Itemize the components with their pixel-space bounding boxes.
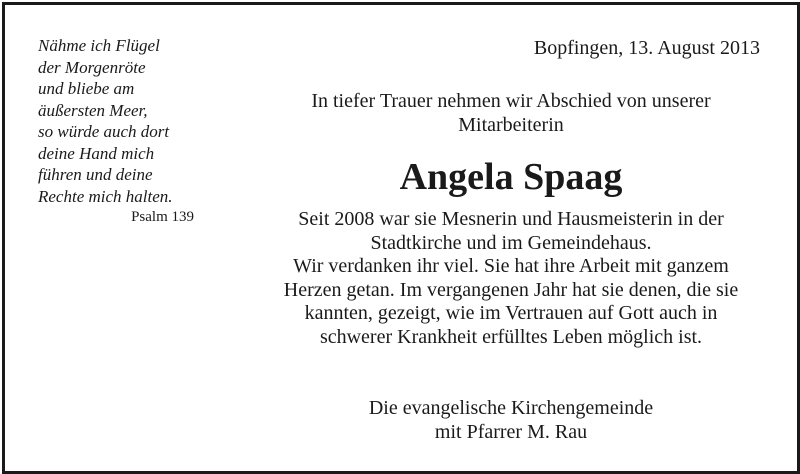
signature-line: Die evangelische Kirchengemeinde [368, 397, 654, 419]
tribute-line: Wir verdanken ihr viel. Sie hat ihre Arbeit mit ganzem [293, 255, 729, 278]
verse-line: der Morgenröte [38, 57, 146, 77]
tribute-line: kannten, gezeigt, wie im Vertrauen auf Gott auch in [304, 302, 718, 325]
tribute-line: Seit 2008 war sie Mesnerin und Hausmeisterin in der [298, 208, 724, 230]
tribute-text [235, 208, 787, 350]
tribute-line: Herzen getan. Im vergangenen Jahr hat sie denen, die sie [283, 278, 739, 301]
verse-reference: Psalm 139 [131, 209, 194, 225]
intro-line: Mitarbeiterin [458, 114, 564, 136]
psalm-verse [38, 35, 198, 228]
intro-text [235, 89, 787, 137]
tribute-line: Stadtkirche und im Gemeindehaus. [370, 231, 652, 254]
deceased-name: Angela Spaag [399, 156, 623, 198]
place-date-line: Bopfingen, 13. August 2013 [533, 37, 760, 59]
tribute-line: schwerer Krankheit erfülltes Leben möglich ist. [319, 325, 703, 348]
verse-line: so würde auch dort [38, 122, 170, 141]
signature-block [235, 396, 787, 444]
verse-line: führen und deine [38, 165, 153, 184]
verse-line: deine Hand mich [38, 143, 155, 163]
obituary-notice [2, 2, 800, 474]
signature-line: mit Pfarrer M. Rau [434, 421, 588, 443]
intro-line: In tiefer Trauer nehmen wir Abschied von unserer [311, 90, 711, 112]
verse-line: Nähme ich Flügel [38, 36, 160, 55]
verse-line: und bliebe am [38, 79, 135, 98]
verse-line: Rechte mich halten. [38, 186, 173, 206]
verse-line: äußersten Meer, [38, 100, 148, 120]
